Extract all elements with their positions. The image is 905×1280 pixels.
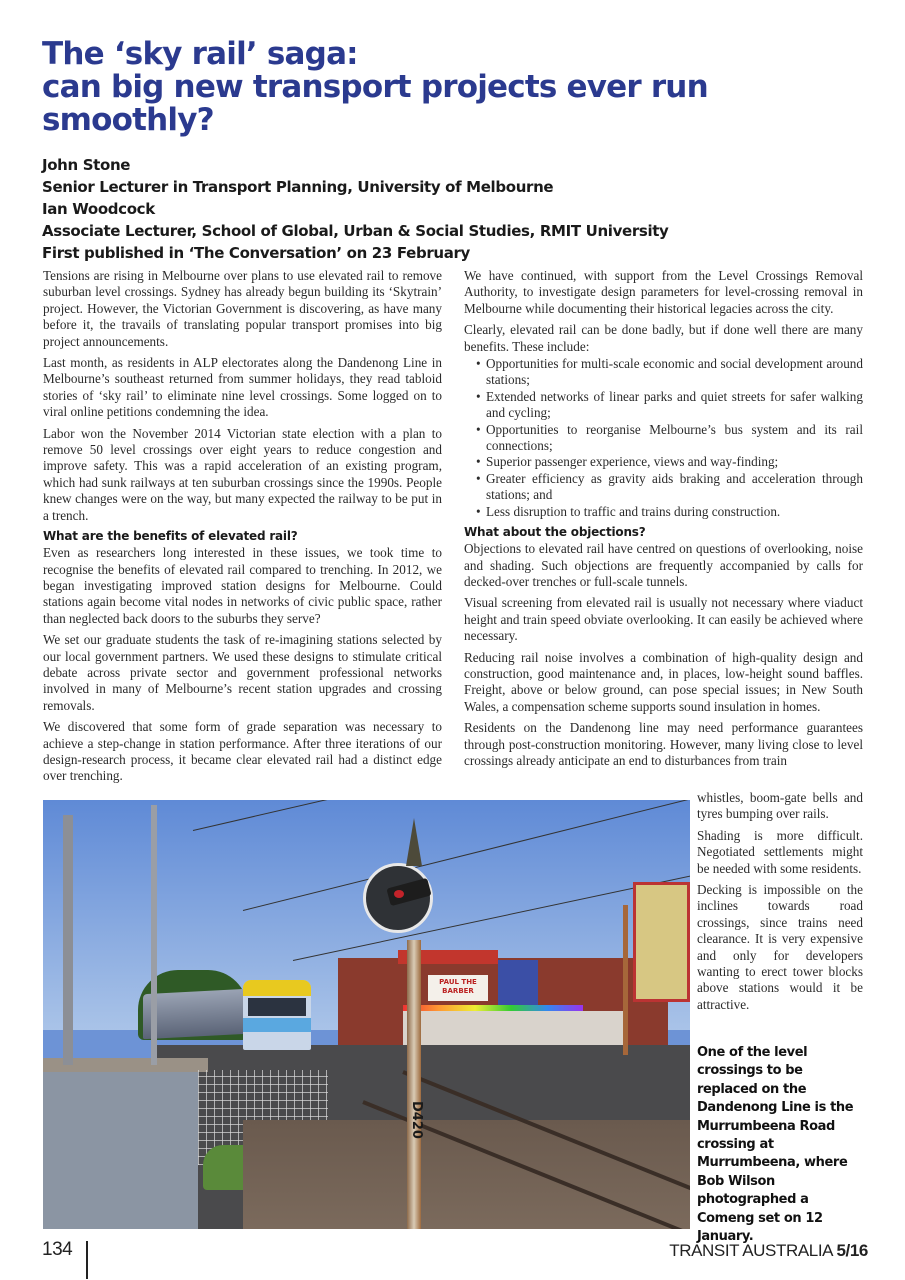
paragraph: Labor won the November 2014 Victorian state election with a plan to remove 50 level crossings over eight years to reduce congestion and improve safety. This was a rapid acceleration of an existing program, which had sunk railways at ten suburban crossings since the 1990s. People knew changes were on the way, but many expected the railway to be put in a trench. bbox=[43, 425, 442, 523]
author-2-name: Ian Woodcock bbox=[42, 200, 155, 218]
author-1-name: John Stone bbox=[42, 156, 131, 174]
right-column bbox=[464, 268, 863, 774]
title-line-1: The ‘sky rail’ saga: bbox=[42, 36, 358, 72]
barber-sign: PAUL THE BARBER bbox=[428, 975, 488, 1001]
subhead-benefits: What are the benefits of elevated rail? bbox=[43, 529, 298, 544]
paragraph: whistles, boom-gate bells and tyres bumping over rails. bbox=[697, 790, 863, 822]
publication-note: First published in ‘The Conversation’ on 23 February bbox=[42, 244, 470, 262]
byline bbox=[42, 154, 802, 264]
paragraph: Shading is more difficult. Negotiated settlements might be needed with some residents. bbox=[697, 827, 863, 876]
page-number: 134 bbox=[42, 1239, 73, 1260]
article-title bbox=[42, 38, 802, 137]
list-item: • Superior passenger experience, views and way-finding; bbox=[486, 454, 863, 470]
subhead-objections: What about the objections? bbox=[464, 525, 646, 540]
paragraph: Clearly, elevated rail can be done badly, but if done well there are many benefits. These include: bbox=[464, 322, 863, 354]
billboard bbox=[633, 882, 690, 1002]
finial bbox=[406, 818, 422, 866]
magazine-issue bbox=[669, 1241, 868, 1261]
pole bbox=[151, 805, 157, 1065]
paragraph: Reducing rail noise involves a combination of high-quality design and construction, good maintenance and, in places, low-height sound baffles. Freight, above or below ground, can pose special issues; in New South Wales, a compensation scheme supports sound insulation in homes. bbox=[464, 649, 863, 714]
pole bbox=[63, 815, 73, 1065]
paragraph: Even as researchers long interested in these issues, we took time to recognise the benefits of elevated rail compared to trenching. In 2012, we began investigating improved station designs for Melbourne. Could stations again become vital nodes in networks of civic public space, rather than neglected back doors to the suburbs they serve? bbox=[43, 545, 442, 626]
pole bbox=[623, 905, 628, 1055]
train-windscreen bbox=[248, 998, 306, 1016]
paragraph: Last month, as residents in ALP electorates along the Dandenong Line in Melbourne’s southeast returned from summer holidays, they read tabloid stories of ‘sky rail’ to eliminate nine level crossings. Some logged on to viral online petitions condemning the idea. bbox=[43, 355, 442, 420]
paragraph: Visual screening from elevated rail is usually not necessary where viaduct height and train speed obviate overlooking. It can easily be achieved where necessary. bbox=[464, 595, 863, 644]
photo-caption: One of the level crossings to be replaced on the Dandenong Line is the Murrumbeena Road crossing at Murrumbeena, where Bob Wilson photographed a Comeng set on 12 January. bbox=[697, 1045, 854, 1245]
title-line-2: can big new transport projects ever run smoothly? bbox=[42, 69, 708, 138]
level-crossing-photo bbox=[43, 800, 690, 1229]
author-2-affiliation: Associate Lecturer, School of Global, Urban & Social Studies, RMIT University bbox=[42, 222, 669, 240]
paragraph: We set our graduate students the task of re-imagining stations selected by our local government partners. We used these designs to stimulate critical debate across private sector and government professional networks involved in many of Melbourne’s recent station upgrades and crossing removals. bbox=[43, 632, 442, 713]
narrow-column bbox=[697, 790, 863, 1018]
footer-divider bbox=[86, 1241, 88, 1279]
benefits-list bbox=[464, 356, 863, 520]
paragraph: Objections to elevated rail have centred on questions of overlooking, noise and shading. Such objections are frequently accompanied by calls for decked-over trenches or full-scale tunnels. bbox=[464, 541, 863, 589]
list-item: • Greater efficiency as gravity aids braking and acceleration through stations; and bbox=[486, 471, 863, 504]
ballast bbox=[243, 1120, 690, 1229]
paragraph: Residents on the Dandenong line may need performance guarantees through post-construction monitoring. However, many living close to level crossings already anticipate an end to disturbances from train bbox=[464, 720, 863, 768]
list-item: • Less disruption to traffic and trains during construction. bbox=[486, 504, 863, 520]
paragraph: Tensions are rising in Melbourne over plans to use elevated rail to remove suburban level crossings. Sydney has already begun building its ‘Skytrain’ project. However, the Victorian Government is discovering, as have many before it, the travails of translating popular transport promises into big project announcements. bbox=[43, 268, 442, 349]
grey-hut bbox=[43, 1065, 198, 1229]
list-item: • Extended networks of linear parks and quiet streets for safer walking and cycling; bbox=[486, 389, 863, 422]
author-1-affiliation: Senior Lecturer in Transport Planning, University of Melbourne bbox=[42, 178, 554, 196]
train-yellow-cab bbox=[243, 980, 311, 996]
issue-number: 5/16 bbox=[836, 1241, 868, 1260]
signal-post-label: D420 bbox=[409, 1101, 424, 1139]
list-item: • Opportunities to reorganise Melbourne’s bus system and its rail connections; bbox=[486, 422, 863, 455]
signal-light bbox=[394, 890, 404, 898]
paragraph: We have continued, with support from the Level Crossings Removal Authority, to investigate design parameters for level-crossing removal in Melbourne while documenting their historical legacies across the city. bbox=[464, 268, 863, 316]
paragraph: Decking is impossible on the inclines towards road crossings, since trains need clearance. It is very expensive and only for developers wanting to erect tower blocks above stations would it be attractive. bbox=[697, 882, 863, 1012]
paragraph: We discovered that some form of grade separation was necessary to achieve a step-change in station performance. After three iterations of our design-research process, it became clear elevated rail had a distinct edge over trenching. bbox=[43, 719, 442, 784]
train-blue-stripe bbox=[243, 1018, 311, 1032]
list-item: • Opportunities for multi-scale economic and social development around stations; bbox=[486, 356, 863, 389]
left-column bbox=[43, 268, 442, 790]
magazine-name: TRANSIT AUSTRALIA bbox=[669, 1241, 837, 1260]
